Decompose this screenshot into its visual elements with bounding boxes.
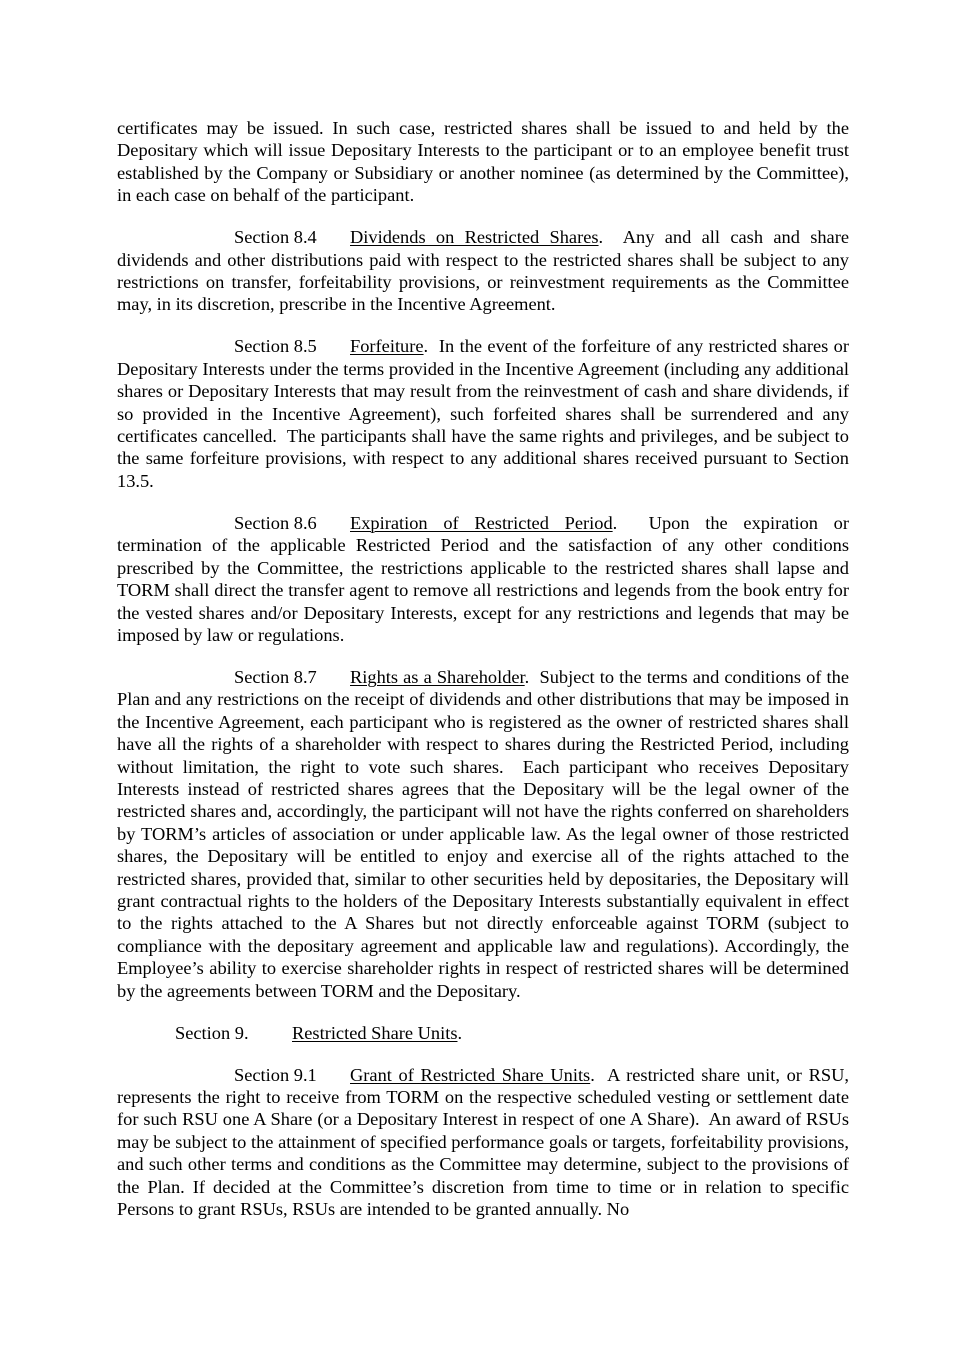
section-body: In the event of the forfeiture of any restricted shares or Depositary Interests under the terms provided in the Incentive Agreement (including any additional shares or Depositary Interests that may result from the reinvestment of cash and share dividends, if so provided in the Incentive Agreement), such forfeited shares shall be surrendered and any certificates cancelled. The participants shall have the same rights and privileges, and be subject to the same forfeiture provisions, with respect to any additional shares received pursuant to Section 13.5. — [117, 336, 854, 491]
continuation-paragraph: certificates may be issued. In such case, restricted shares shall be issued to and held by the Depositary which will issue Depositary Interests to the participant or to an employee benefit trust established by the Company or Subsidiary or another nominee (as determined by the Committee), in each case on behalf of the participant. — [117, 118, 849, 206]
section-9-1-paragraph — [117, 1064, 854, 1221]
section-number: Section 8.4 — [234, 227, 317, 248]
section-title-period: . — [524, 666, 530, 687]
section-number: Section 9. — [175, 1022, 249, 1043]
section-title-period: . — [612, 512, 618, 533]
section-title: Expiration of Restricted Period — [350, 512, 613, 533]
section-body: A restricted share unit, or RSU, represents the right to receive from TORM on the respective scheduled vesting or settlement date for such RSU one A Share (or a Depositary Interest in respect of one A Share). An award of RSUs may be subject to the attainment of specified performance goals or targets, forfeitability provisions, and such other terms and conditions as the Committee may determine, subject to the provisions of the Plan. If decided at the Committee’s discretion from time to time or in relation to specific Persons to grant RSUs, RSUs are intended to be granted annually. No — [117, 1064, 854, 1220]
section-8-6-paragraph — [117, 512, 854, 646]
section-title-period: . — [423, 336, 429, 357]
section-title: Forfeiture — [350, 336, 424, 357]
section-title-period: . — [598, 227, 604, 248]
section-8-5-paragraph — [117, 335, 854, 492]
section-title: Grant of Restricted Share Units — [350, 1064, 591, 1085]
section-8-7-paragraph — [117, 666, 854, 1002]
section-number: Section 8.7 — [234, 666, 317, 687]
section-title: Dividends on Restricted Shares — [350, 227, 599, 248]
section-title: Rights as a Shareholder — [350, 666, 525, 687]
section-body: Upon the expiration or termination of the applicable Restricted Period and the satisfaction of any other conditions prescribed by the Committee, the restrictions applicable to the restricted shares shall lapse and TORM shall direct the transfer agent to remove all restrictions and legends from the book entry for the vested shares and/or Depositary Interests, except for any restrictions and legends that may be imposed by law or regulations. — [117, 512, 854, 645]
section-title: Restricted Share Units — [292, 1022, 458, 1043]
document-page — [117, 117, 854, 1240]
section-number: Section 8.6 — [234, 512, 317, 533]
section-title-period: . — [590, 1064, 595, 1085]
section-number: Section 8.5 — [234, 336, 317, 357]
section-body: Any and all cash and share dividends and other distributions paid with respect to the restricted shares shall be subject to any restrictions on transfer, forfeitability provisions, or reinvestment requirements as the Committee may, in its discretion, prescribe in the Incentive Agreement. — [117, 227, 854, 315]
section-8-4-paragraph — [117, 226, 854, 316]
section-body: Subject to the terms and conditions of the Plan and any restrictions on the receipt of dividends and other distributions that may be imposed in the Incentive Agreement, each participant who is registered as the owner of restricted shares shall have all the rights of a shareholder with respect to shares during the Restricted Period, including without limitation, the right to vote such shares. Each participant who receives Depositary Interests instead of restricted shares agrees that the Depositary will be the legal owner of the restricted shares and, accordingly, the participant will not have the rights conferred on shareholders by TORM’s articles of association or under applicable law. As the legal owner of those restricted shares, the Depositary will be entitled to enjoy and exercise all of the rights attached to the restricted shares, provided that, similar to other securities held by depositaries, the Depositary will grant contractual rights to the holders of the Depositary Interests substantially equivalent in effect to the rights attached to the A Shares but not directly enforceable against TORM (subject to compliance with the depositary agreement and applicable law and regulations). Accordingly, the Employee’s ability to exercise shareholder rights in respect of restricted shares will be determined by the agreements between TORM and the Depositary. — [117, 666, 854, 1001]
section-number: Section 9.1 — [234, 1064, 317, 1085]
section-title-period: . — [457, 1022, 463, 1043]
section-9-heading — [117, 1022, 849, 1044]
